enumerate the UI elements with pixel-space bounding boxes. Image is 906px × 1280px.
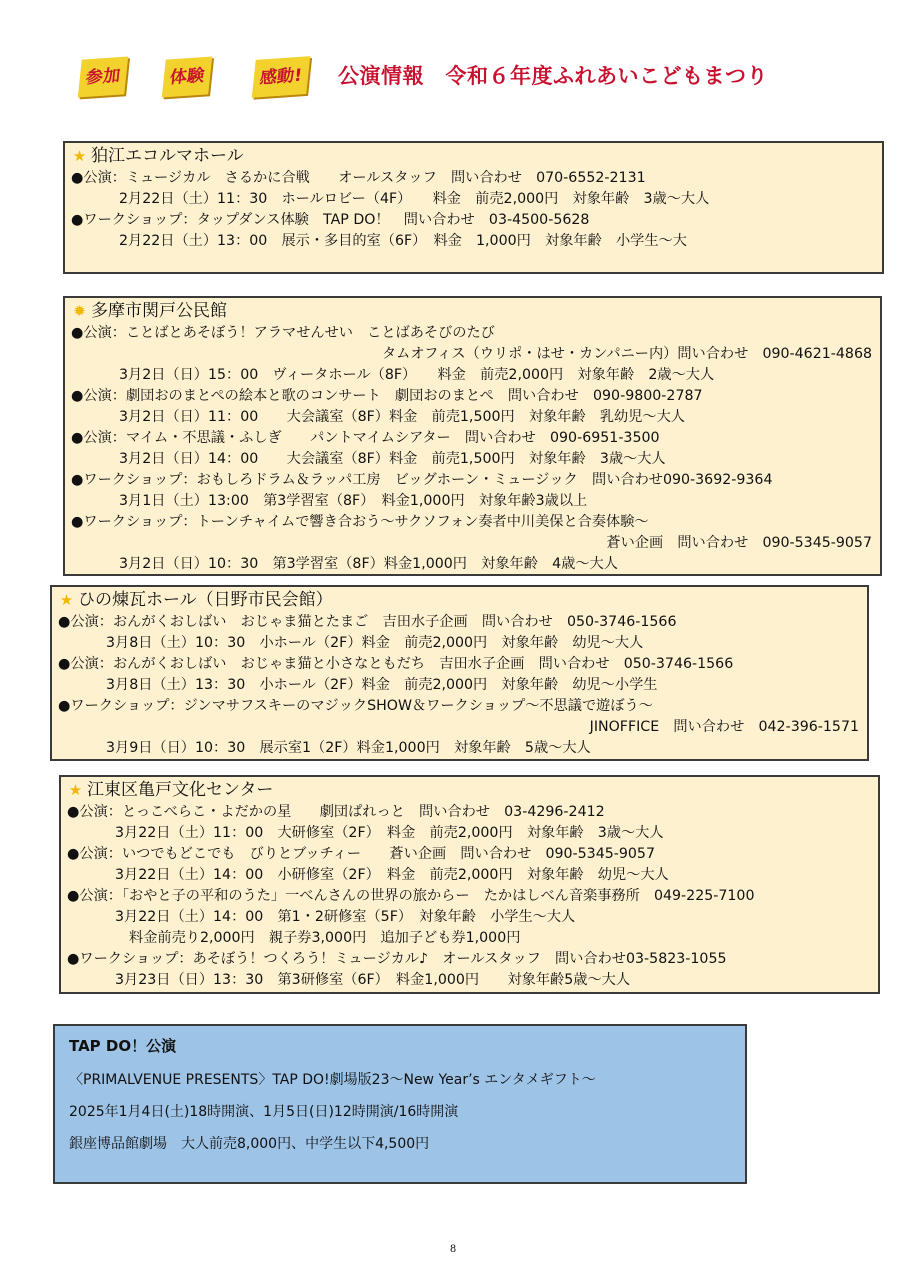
badge-taiken: 体験: [162, 56, 212, 97]
badge-sanka: 参加: [78, 56, 128, 97]
tapdo-line: 〈PRIMALVENUE PRESENTS〉TAP DO!劇場版23～New Year’s エンタメギフト～: [69, 1072, 596, 1088]
event-line: ●ワークショップ：タップダンス体験 TAP DO！ 問い合わせ 03-4500-5628: [71, 212, 590, 228]
page-title: 公演情報 令和６年度ふれあいこどもまつり: [338, 64, 768, 88]
venue-box-kameido: [59, 775, 880, 994]
event-line: ●公演：ミュージカル さるかに合戦 オールスタッフ 問い合わせ 070-6552-2131: [71, 170, 646, 186]
tapdo-line: 銀座博品館劇場 大人前売8,000円、中学生以下4,500円: [69, 1136, 430, 1152]
event-line: 2月22日（土）11：30 ホールロビー（4F） 料金 前売2,000円 対象年齢 3歳～大人: [119, 191, 710, 207]
event-line: 3月1日（土）13:00 第3学習室（8F） 料金1,000円 対象年齢3歳以上: [119, 493, 588, 509]
page-number: 8: [449, 1244, 457, 1255]
event-line: 3月9日（日）10：30 展示室1（2F）料金1,000円 対象年齢 5歳～大人: [106, 740, 591, 756]
sun-icon: ★: [72, 147, 87, 165]
page-header: [76, 52, 856, 112]
event-line: 3月2日（日）14：00 大会議室（8F）料金 前売1,500円 対象年齢 3歳～大人: [119, 451, 666, 467]
tapdo-box: [53, 1024, 747, 1184]
event-line: JINOFFICE 問い合わせ 042-396-1571: [589, 719, 859, 735]
venue-box-tama: [63, 296, 882, 576]
event-line: 蒼い企画 問い合わせ 090-5345-9057: [606, 535, 872, 551]
event-line: 3月2日（日）11：00 大会議室（8F）料金 前売1,500円 対象年齢 乳幼児～大人: [119, 409, 685, 425]
event-line: 3月22日（土）14：00 第1・2研修室（5F） 対象年齢 小学生～大人: [115, 909, 576, 925]
venue-title: ★ ひの煉瓦ホール（日野市民会館）: [59, 590, 333, 610]
venue-box-komae: [63, 141, 884, 274]
event-line: 3月2日（日）15：00 ヴィータホール（8F） 料金 前売2,000円 対象年齢 2歳～大人: [119, 367, 715, 383]
venue-title: ✹ 多摩市関戸公民館: [71, 300, 874, 323]
event-line: ●ワークショップ：ジンマサフスキーのマジックSHOW＆ワークショップ～不思議で遊ぼう～: [58, 698, 653, 714]
event-line: ●ワークショップ：トーンチャイムで響き合おう～サクソフォン奏者中川美保と合奏体験～: [71, 514, 649, 530]
event-line: ●公演：おんがくおしばい おじゃま猫と小さなともだち 吉田水子企画 問い合わせ 050-3746-1566: [58, 656, 734, 672]
sun-icon: ★: [68, 781, 83, 799]
tapdo-line: 2025年1月4日(土)18時開演、1月5日(日)12時開演/16時開演: [69, 1104, 459, 1120]
event-line: ●ワークショップ：おもしろドラム＆ラッパ工房 ビッグホーン・ミュージック 問い合わせ090-3692-9364: [71, 472, 773, 488]
event-line: ●公演：とっこべらこ・よだかの星 劇団ぱれっと 問い合わせ 03-4296-2412: [67, 804, 605, 820]
sun-icon: ✹: [73, 302, 86, 320]
event-line: 料金前売り2,000円 親子券3,000円 追加子ども券1,000円: [129, 930, 521, 946]
event-line: ●公演：「おやと子の平和のうた」一べんさんの世界の旅からー たかはしべん音楽事務所 049-225-7100: [67, 888, 755, 904]
venue-lines: [67, 802, 872, 991]
event-line: 3月23日（日）13：30 第3研修室（6F） 料金1,000円 対象年齢5歳～大人: [115, 972, 631, 988]
event-line: 3月22日（土）14：00 小研修室（2F） 料金 前売2,000円 対象年齢 幼児～大人: [115, 867, 669, 883]
venue-lines: [71, 323, 874, 575]
event-line: ●公演：ことばとあそぼう！アラマせんせい ことばあそびのたび: [71, 325, 495, 341]
venue-title: ★ 狛江エコルマホール: [72, 146, 244, 166]
event-line: ●公演：いつでもどこでも びりとブッチィー 蒼い企画 問い合わせ 090-5345-9057: [67, 846, 655, 862]
event-line: 3月2日（日）10：30 第3学習室（8F）料金1,000円 対象年齢 4歳～大人: [119, 556, 618, 572]
tapdo-title: TAP DO！公演: [69, 1037, 177, 1055]
event-line: ●公演：おんがくおしばい おじゃま猫とたまご 吉田水子企画 問い合わせ 050-3746-1566: [58, 614, 677, 630]
event-line: ●公演：劇団おのまとぺの絵本と歌のコンサート 劇団おのまとぺ 問い合わせ 090-9800-2787: [71, 388, 703, 404]
event-line: ●ワークショップ：あそぼう！つくろう！ミュージカル♪ オールスタッフ 問い合わせ03-5823-1055: [67, 951, 727, 967]
event-line: 2月22日（土）13：00 展示・多目的室（6F） 料金 1,000円 対象年齢 小学生～大: [119, 233, 687, 249]
event-line: 3月8日（土）13：30 小ホール（2F）料金 前売2,000円 対象年齢 幼児～小学生: [106, 677, 658, 693]
badge-kando: 感動!: [252, 56, 310, 98]
event-line: 3月22日（土）11：00 大研修室（2F） 料金 前売2,000円 対象年齢 3歳～大人: [115, 825, 664, 841]
venue-title: ★ 江東区亀戸文化センター: [68, 780, 274, 800]
venue-lines: [71, 168, 876, 252]
sun-icon: ★: [59, 591, 74, 609]
venue-box-hino: [50, 585, 869, 761]
event-line: タムオフィス（ウリポ・はせ・カンパニー内）問い合わせ 090-4621-4868: [381, 346, 872, 362]
event-line: ●公演：マイム・不思議・ふしぎ パントマイムシアター 問い合わせ 090-6951-3500: [71, 430, 660, 446]
venue-lines: [58, 612, 861, 759]
event-line: 3月8日（土）10：30 小ホール（2F）料金 前売2,000円 対象年齢 幼児～大人: [106, 635, 644, 651]
